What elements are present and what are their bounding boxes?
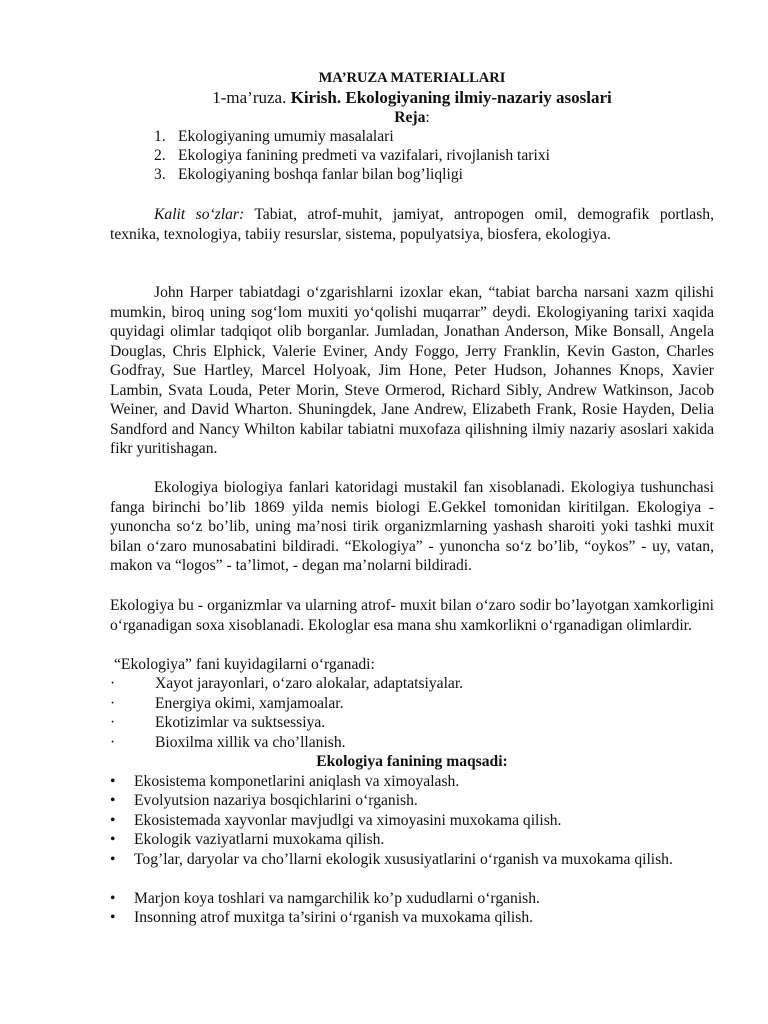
plan-item-text: Ekologiyaning umumiy masalalari	[178, 128, 394, 145]
bullet-icon: •	[110, 890, 116, 907]
bullet-icon: •	[110, 792, 116, 809]
goal-item	[110, 772, 714, 792]
study-list-item	[110, 713, 714, 733]
goal-item	[110, 850, 714, 870]
goal-item	[110, 889, 714, 909]
study-item-text: Energiya okimi, xamjamoalar.	[155, 695, 344, 712]
materials-title: MA’RUZA MATERIALLARI	[318, 70, 506, 86]
study-item-text: Bioxilma xillik va cho’llanish.	[155, 734, 346, 751]
bullet-dot-icon: ·	[110, 734, 116, 751]
plan-item-number: 3.	[154, 166, 166, 183]
goal-item-text: Ekosistema komponetlarini aniqlash va ximoyalash.	[134, 773, 460, 790]
plan-item-text: Ekologiyaning boshqa fanlar bilan bog’liqligi	[178, 166, 463, 183]
bullet-icon: •	[110, 773, 116, 790]
goal-item-text: Marjon koya toshlari va namgarchilik ko’p xududlarni o‘rganish.	[134, 890, 540, 907]
keywords-label: Kalit so‘zlar:	[154, 206, 245, 223]
plan-item-number: 1.	[154, 128, 166, 145]
study-list-item	[110, 674, 714, 694]
goal-item	[110, 908, 714, 928]
study-list-item	[110, 694, 714, 714]
plan-item-number: 2.	[154, 147, 166, 164]
goal-item-text: Ekosistemada xayvonlar mavjudlgi va ximoyasini muxokama qilish.	[134, 812, 562, 829]
goal-item-text: Insonning atrof muxitga ta’sirini o‘rganish va muxokama qilish.	[134, 909, 534, 926]
paragraph-ecology-is: Ekologiya bu - organizmlar va ularning atrof- muxit bilan o‘zaro sodir bo’layotgan xamkorligini o‘rganadigan soxa xisoblanadi. Ekologlar esa mana shu xamkorlikni o‘rganadigan olimlardir.	[110, 597, 714, 634]
keywords-text: Tabiat, atrof-muhit, jamiyat, antropogen omil, demografik portlash, texnika, texnologiya, tabiiy resurslar, sistema, populyatsiya, biosfera, ekologiya.	[110, 206, 714, 243]
lecture-title-text: Kirish. Ekologiyaning ilmiy-nazariy asoslari	[290, 88, 612, 107]
lecture-title	[110, 88, 714, 108]
paragraph-study-intro: “Ekologiya” fani kuyidagilarni o‘rganadi:	[114, 656, 375, 673]
bullet-dot-icon: ·	[110, 695, 116, 712]
plan-item	[154, 127, 714, 147]
goal-item-text: Tog’lar, daryolar va cho’llarni ekologik xususiyatlarini o‘rganish va muxokama qilish.	[134, 851, 673, 868]
goal-item-text: Evolyutsion nazariya bosqichlarini o‘rganish.	[134, 792, 418, 809]
plan-heading	[110, 108, 714, 128]
study-list-item	[110, 733, 714, 753]
goal-item	[110, 811, 714, 831]
plan-item-text: Ekologiya fanining predmeti va vazifalari, rivojlanish tarixi	[178, 147, 550, 164]
paragraph-definition: Ekologiya biologiya fanlari katoridagi mustakil fan xisoblanadi. Ekologiya tushunchasi fanga birinchi bo’lib 1869 yilda nemis biologi E.Gekkel tomonidan kiritilgan. Ekologiya - yunoncha so‘z bo’lib, uning ma’nosi tirik organizmlarning yashash sharoiti yoki tashki muxit bilan o‘zaro munosabatini bildiradi. “Ekologiya” - yunoncha so‘z bo’lib, “oykos” - uy, vatan, makon va “logos” - ta’limot, - degan ma’nolarni bildiradi.	[110, 479, 714, 574]
bullet-dot-icon: ·	[110, 714, 116, 731]
plan-item	[154, 146, 714, 166]
goals-heading: Ekologiya fanining maqsadi:	[316, 753, 508, 770]
bullet-dot-icon: ·	[110, 675, 116, 692]
study-item-text: Ekotizimlar va suktsessiya.	[155, 714, 326, 731]
plan-item	[154, 165, 714, 185]
lecture-prefix: 1-ma’ruza.	[212, 88, 291, 107]
plan-colon: :	[425, 109, 430, 126]
goal-item	[110, 791, 714, 811]
goal-item	[110, 830, 714, 850]
bullet-icon: •	[110, 831, 116, 848]
bullet-icon: •	[110, 909, 116, 926]
plan-label: Reja	[394, 109, 426, 126]
bullet-icon: •	[110, 812, 116, 829]
goal-item-text: Ekologik vaziyatlarni muxokama qilish.	[134, 831, 385, 848]
study-item-text: Xayot jarayonlari, o‘zaro alokalar, adaptatsiyalar.	[155, 675, 464, 692]
keywords-paragraph	[110, 205, 714, 244]
bullet-icon: •	[110, 851, 116, 868]
paragraph-harper: John Harper tabiatdagi o‘zgarishlarni izoxlar ekan, “tabiat barcha narsani xazm qilishi mumkin, biroq uning sog‘lom muxiti yo‘qolishi muqarrar” deydi. Ekologiyaning tarixi xaqida quyidagi olimlar tadqiqot olib borganlar. Jumladan, Jonathan Anderson, Mike Bonsall, Angela Douglas, Chris Elphick, Valerie Eviner, Andy Foggo, Jerry Franklin, Kevin Gaston, Charles Godfray, Sue Hartley, Marcel Holyoak, Jim Hone, Peter Hudson, Johannes Knops, Xavier Lambin, Svata Louda, Peter Morin, Steve Ormerod, Richard Sibly, Andrew Watkinson, Jacob Weiner, and David Wharton. Shuningdek, Jane Andrew, Elizabeth Frank, Rosie Hayden, Delia Sandford and Nancy Whilton kabilar tabiatni muxofaza qilishning ilmiy nazariy asoslari xakida fikr yuritishagan.	[110, 284, 714, 457]
